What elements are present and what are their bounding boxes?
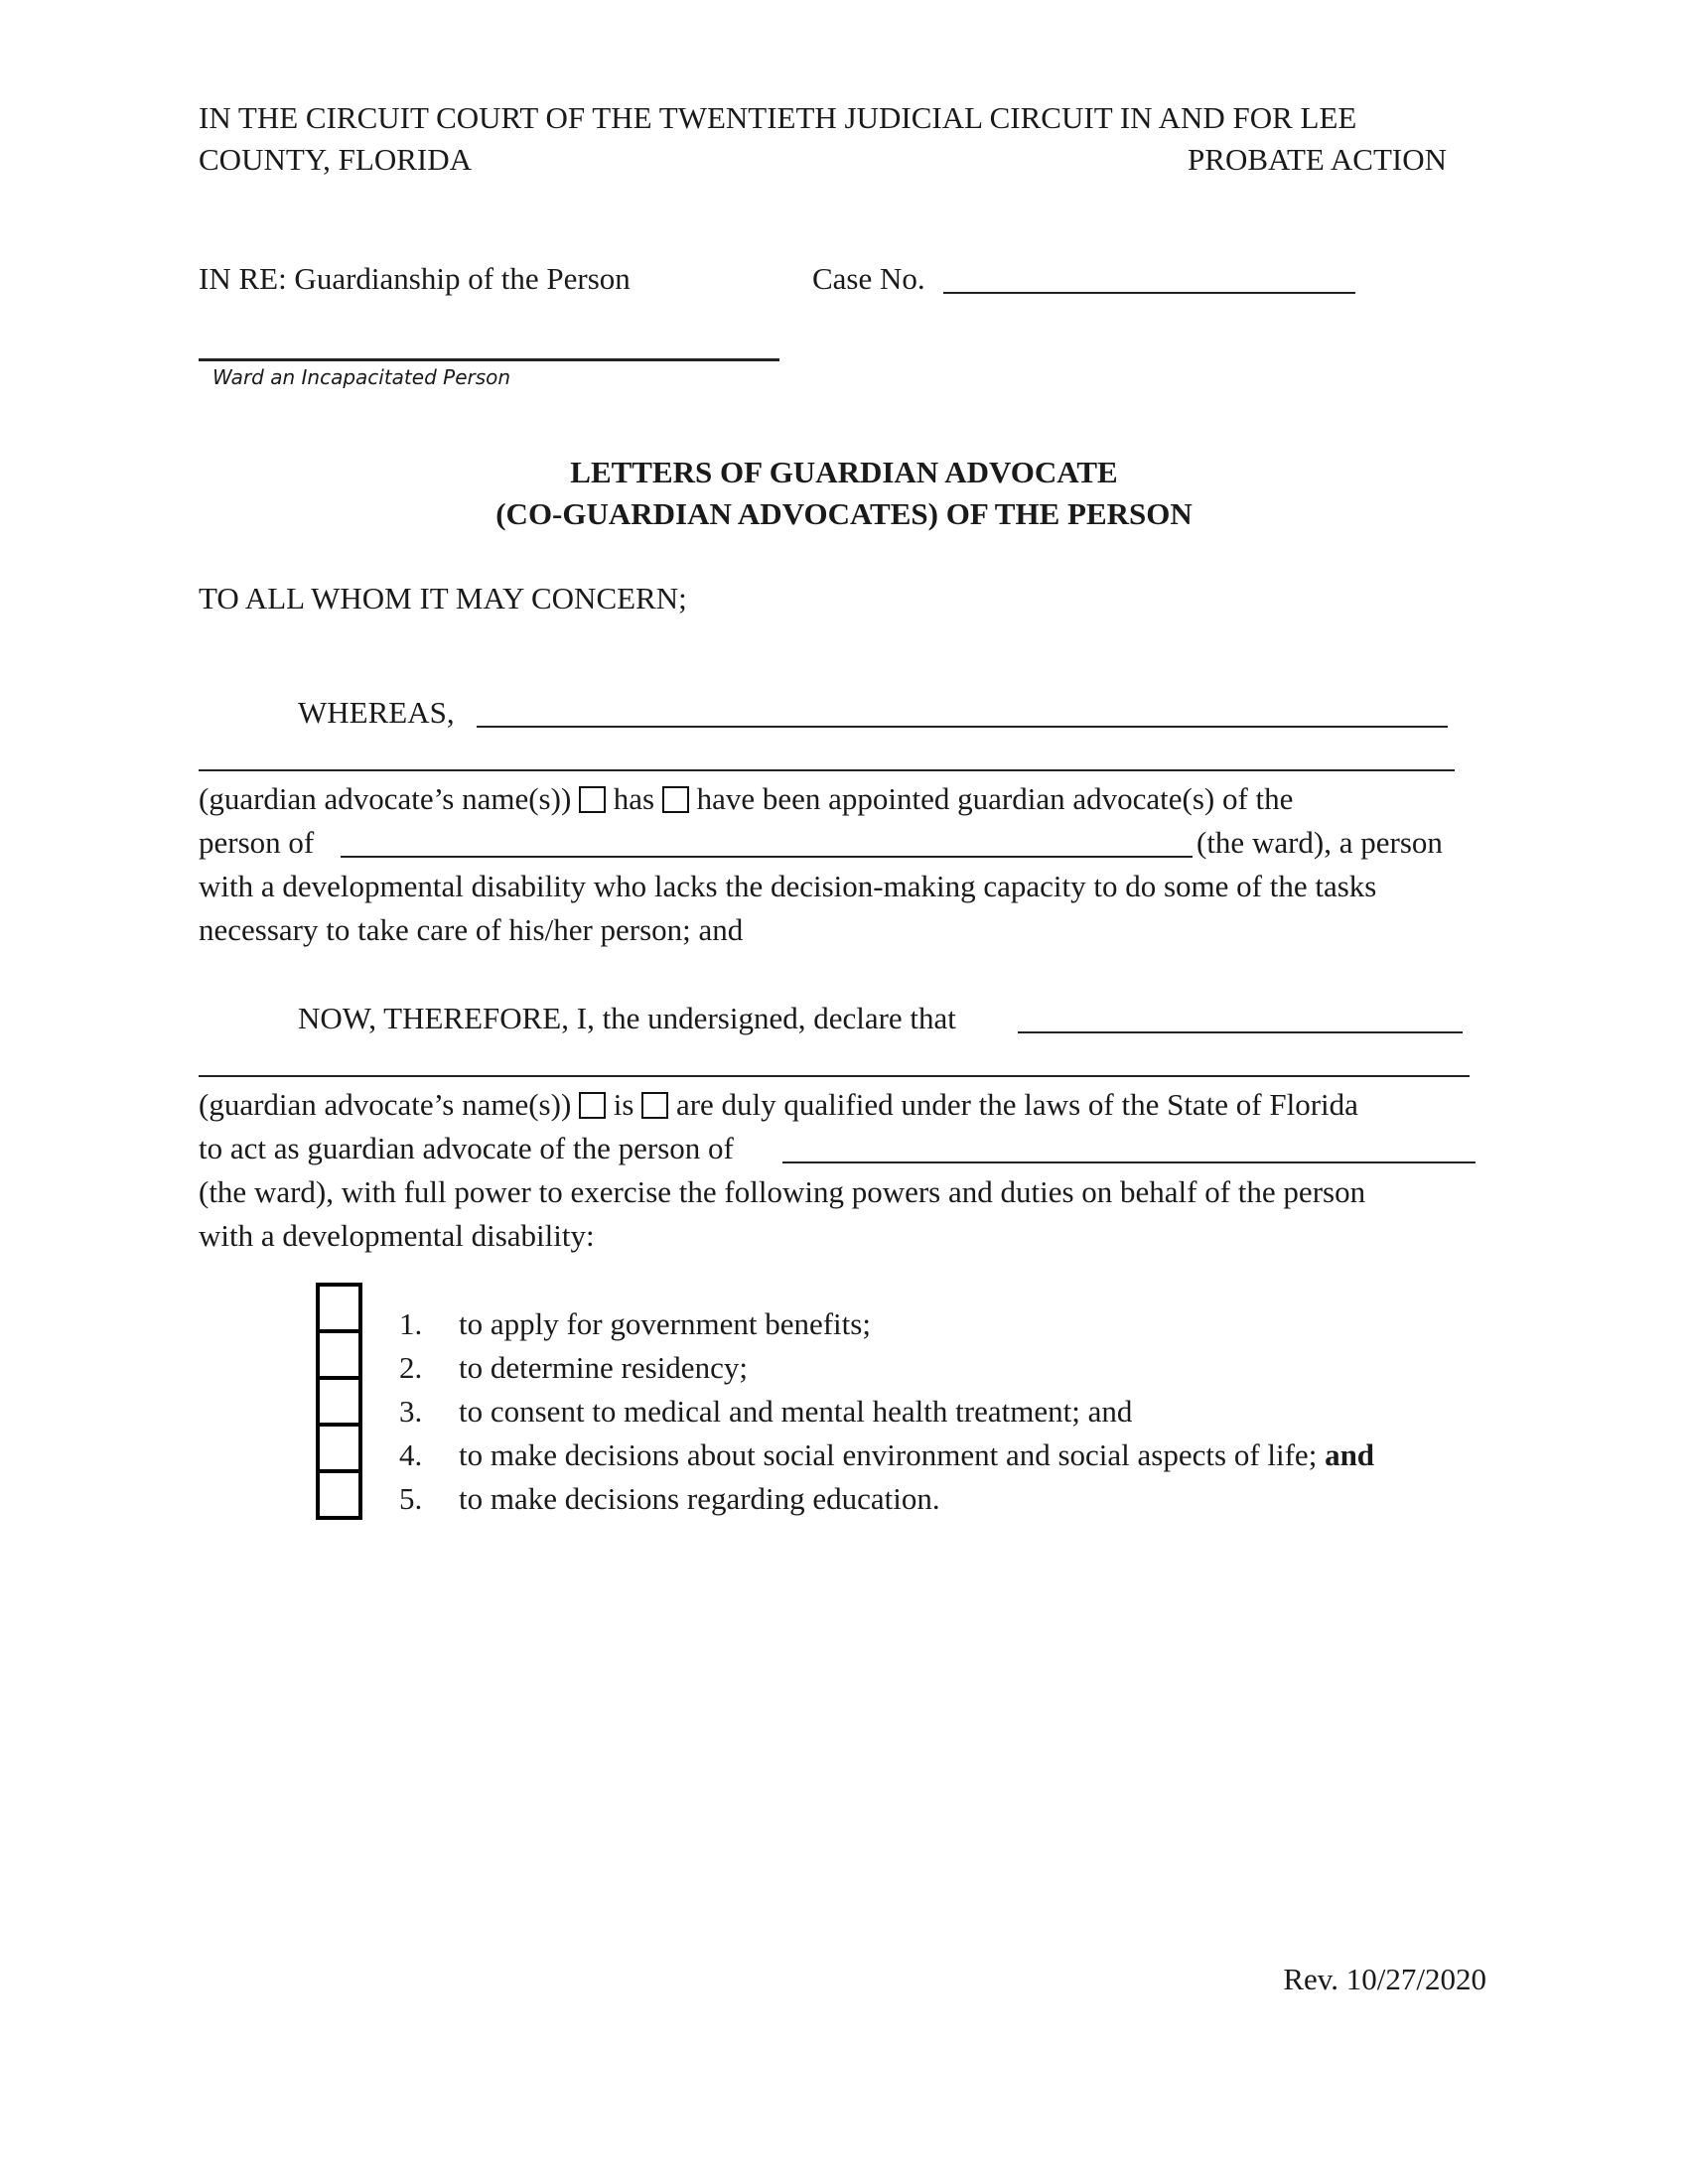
whereas-line4: necessary to take care of his/her person; and bbox=[199, 912, 744, 947]
has-checkbox[interactable] bbox=[579, 786, 606, 813]
court-header-probate: PROBATE ACTION bbox=[1188, 142, 1447, 177]
document-title-line1: LETTERS OF GUARDIAN ADVOCATE bbox=[570, 455, 1118, 489]
are-label: are duly qualified under the laws of the State of Florida bbox=[675, 1087, 1358, 1122]
person-of-label: person of bbox=[199, 825, 315, 860]
ward-name-field-whereas[interactable] bbox=[341, 856, 1193, 858]
power-4-checkbox[interactable] bbox=[316, 1423, 362, 1473]
now-names-label: (guardian advocate’s name(s)) bbox=[199, 1087, 572, 1122]
power-1-checkbox[interactable] bbox=[316, 1283, 362, 1333]
now-line4: with a developmental disability: bbox=[199, 1218, 595, 1253]
whereas-guardian-name-field-2[interactable] bbox=[199, 769, 1455, 771]
power-3-text: to consent to medical and mental health treatment; and bbox=[459, 1394, 1133, 1429]
power-2-text: to determine residency; bbox=[459, 1350, 748, 1385]
whereas-names-line bbox=[199, 781, 1293, 817]
have-label: have been appointed guardian advocate(s) of the bbox=[696, 781, 1294, 816]
are-checkbox[interactable] bbox=[641, 1092, 668, 1119]
court-header-line1: IN THE CIRCUIT COURT OF THE TWENTIETH JUDICIAL CIRCUIT IN AND FOR LEE bbox=[199, 100, 1357, 135]
now-names-line bbox=[199, 1087, 1358, 1123]
declare-guardian-name-field[interactable] bbox=[1018, 1031, 1463, 1033]
power-5-text: to make decisions regarding education. bbox=[459, 1481, 940, 1516]
whereas-names-label: (guardian advocate’s name(s)) bbox=[199, 781, 572, 816]
ward-label: Ward an Incapacitated Person bbox=[212, 365, 511, 389]
court-header-county: COUNTY, FLORIDA bbox=[199, 142, 473, 177]
whereas-guardian-name-field[interactable] bbox=[477, 726, 1448, 728]
power-2-number: 2. bbox=[399, 1350, 423, 1385]
now-line3: (the ward), with full power to exercise the following powers and duties on behalf of the person bbox=[199, 1174, 1366, 1209]
power-2-checkbox[interactable] bbox=[316, 1329, 362, 1380]
case-no-label: Case No. bbox=[812, 261, 925, 296]
ward-name-field-declare[interactable] bbox=[782, 1161, 1476, 1163]
whereas-line3: with a developmental disability who lacks the decision-making capacity to do some of the tasks bbox=[199, 869, 1377, 903]
document-title-line2: (CO-GUARDIAN ADVOCATES) OF THE PERSON bbox=[495, 496, 1193, 531]
in-re-label: IN RE: Guardianship of the Person bbox=[199, 261, 631, 296]
power-4-text: to make decisions about social environment and social aspects of life; bbox=[459, 1437, 1318, 1472]
power-4-number: 4. bbox=[399, 1437, 423, 1472]
declare-guardian-name-field-2[interactable] bbox=[199, 1075, 1470, 1077]
salutation: TO ALL WHOM IT MAY CONCERN; bbox=[199, 581, 687, 615]
the-ward-tail: (the ward), a person bbox=[1196, 825, 1443, 860]
revision-date: Rev. 10/27/2020 bbox=[1283, 1962, 1486, 1996]
power-5-number: 5. bbox=[399, 1481, 423, 1516]
power-1-number: 1. bbox=[399, 1306, 423, 1341]
is-checkbox[interactable] bbox=[579, 1092, 606, 1119]
power-3-number: 3. bbox=[399, 1394, 423, 1429]
now-therefore-lead: NOW, THEREFORE, I, the undersigned, declare that bbox=[298, 1001, 956, 1035]
power-4-bold-and: and bbox=[1325, 1437, 1375, 1472]
case-no-field[interactable] bbox=[943, 292, 1355, 294]
have-checkbox[interactable] bbox=[662, 786, 689, 813]
is-label: is bbox=[613, 1087, 634, 1122]
power-3-checkbox[interactable] bbox=[316, 1376, 362, 1427]
power-5-checkbox[interactable] bbox=[316, 1469, 362, 1520]
power-4-line bbox=[459, 1437, 1374, 1473]
whereas-lead: WHEREAS, bbox=[298, 695, 455, 730]
power-1-text: to apply for government benefits; bbox=[459, 1306, 871, 1341]
ward-name-field[interactable] bbox=[199, 358, 779, 361]
has-label: has bbox=[613, 781, 655, 816]
act-as-label: to act as guardian advocate of the person of bbox=[199, 1131, 734, 1165]
